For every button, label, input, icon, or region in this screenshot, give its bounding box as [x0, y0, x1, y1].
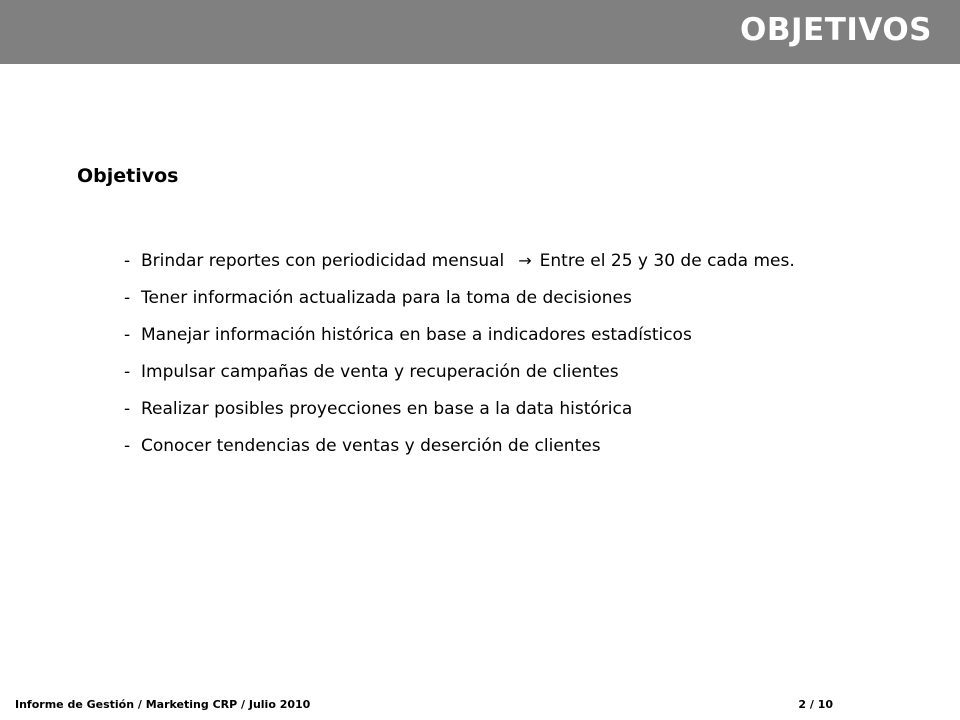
objectives-list — [124, 248, 795, 470]
objective-detail: Entre el 25 y 30 de cada mes. — [539, 251, 795, 271]
page-indicator: 2 / 10 — [798, 698, 833, 711]
objective-text: Conocer tendencias de ventas y deserción de clientes — [141, 436, 601, 456]
objective-item — [124, 433, 795, 459]
objective-text: Manejar información histórica en base a indicadores estadísticos — [141, 325, 692, 345]
bullet-dash: - — [124, 399, 131, 419]
objective-item — [124, 322, 795, 348]
objective-item — [124, 285, 795, 311]
objective-text: Brindar reportes con periodicidad mensual — [141, 251, 505, 271]
objective-text: Tener información actualizada para la toma de decisiones — [141, 288, 632, 308]
objective-item — [124, 396, 795, 422]
bullet-dash: - — [124, 251, 131, 271]
bullet-dash: - — [124, 436, 131, 456]
footer-report-info: Informe de Gestión / Marketing CRP / Julio 2010 — [15, 698, 311, 711]
bullet-dash: - — [124, 288, 131, 308]
objective-item — [124, 359, 795, 385]
objective-item — [124, 248, 795, 274]
page-title: OBJETIVOS — [740, 12, 932, 48]
arrow-right-icon: → — [518, 251, 532, 270]
bullet-dash: - — [124, 362, 131, 382]
objective-text: Realizar posibles proyecciones en base a la data histórica — [141, 399, 633, 419]
bullet-dash: - — [124, 325, 131, 345]
footer — [15, 697, 833, 713]
header-band — [0, 0, 960, 64]
section-heading: Objetivos — [77, 165, 179, 187]
objective-text: Impulsar campañas de venta y recuperación de clientes — [141, 362, 619, 382]
